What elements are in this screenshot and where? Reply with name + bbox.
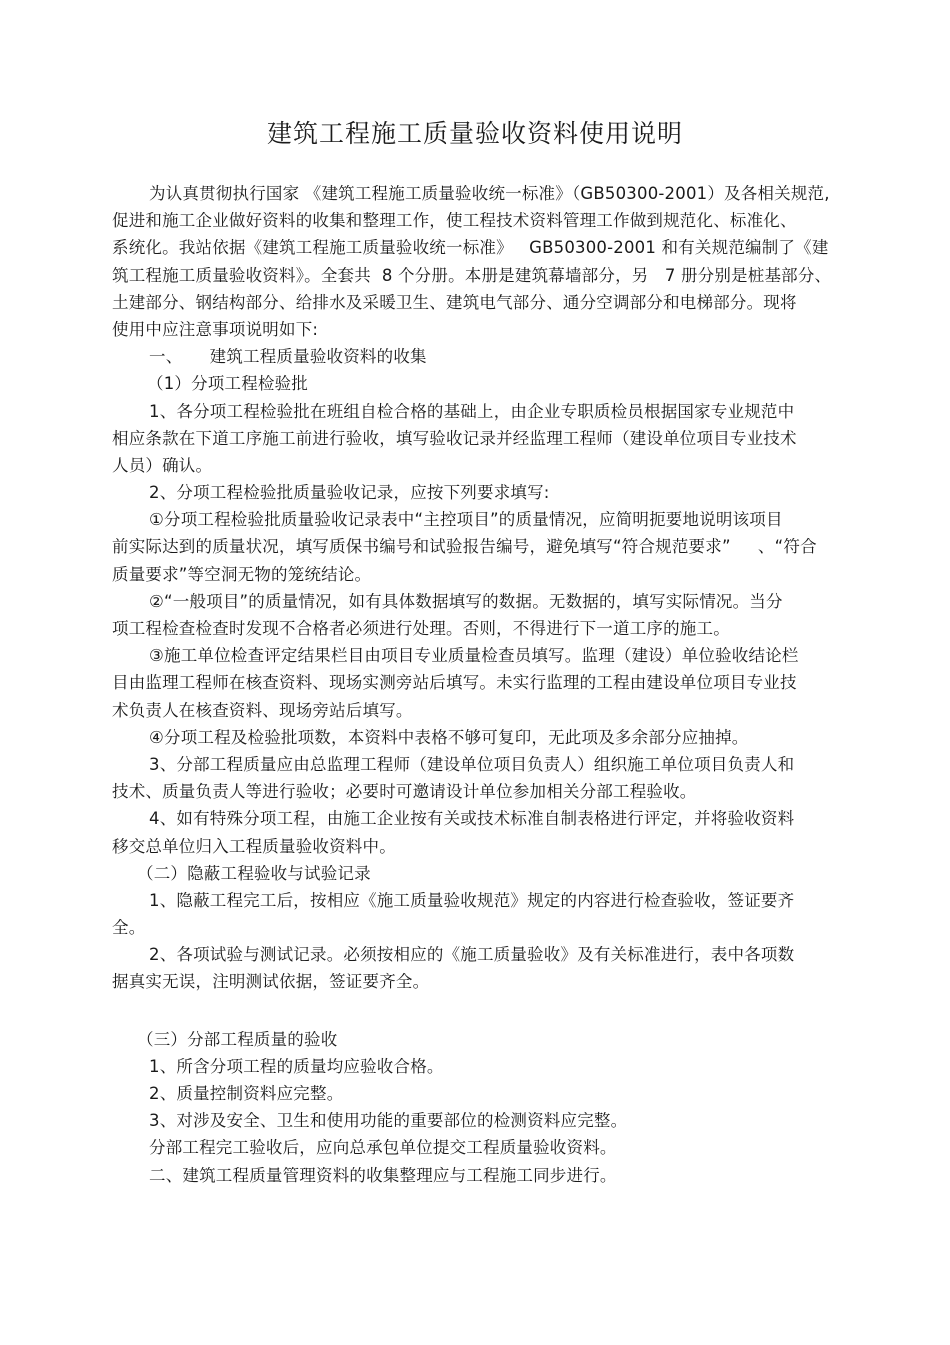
- list-item: 2、质量控制资料应完整。: [149, 1084, 344, 1103]
- paragraph-line: 分部工程完工验收后，应向总承包单位提交工程质量验收资料。: [149, 1138, 617, 1158]
- subsection-heading: （1）分项工程检验批: [147, 374, 308, 394]
- paragraph-line: ③施工单位检查评定结果栏目由项目专业质量检查员填写。监理（建设）单位验收结论栏: [149, 646, 799, 666]
- section-heading: 一、 建筑工程质量验收资料的收集: [149, 347, 427, 367]
- paragraph-gap: [112, 996, 882, 1026]
- paragraph-line: 使用中应注意事项说明如下:: [112, 319, 319, 339]
- paragraph-line: 前实际达到的质量状况，填写质保书编号和试验报告编号，避免填写“符合规范要求” 、“符合: [112, 537, 817, 557]
- paragraph-line: 目由监理工程师在核查资料、现场实测旁站后填写。未实行监理的工程由建设单位项目专业技: [112, 673, 797, 693]
- list-item: 3、对涉及安全、卫生和使用功能的重要部位的检测资料应完整。: [149, 1111, 628, 1131]
- list-item: 1、所含分项工程的质量均应验收合格。: [149, 1056, 444, 1076]
- paragraph-line: 据真实无误，注明测试依据，签证要齐全。: [112, 972, 430, 992]
- paragraph-line: 术负责人在核查资料、现场旁站后填写。: [112, 700, 413, 720]
- paragraph-line: 2、分项工程检验批质量验收记录，应按下列要求填写:: [149, 483, 550, 503]
- paragraph-line: 1、各分项工程检验批在班组自检合格的基础上，由企业专职质检员根据国家专业规范中: [149, 401, 795, 421]
- subsection-heading: （二）隐蔽工程验收与试验记录: [137, 863, 371, 883]
- paragraph-line: 相应条款在下道工序施工前进行验收，填写验收记录并经监理工程师（建设单位项目专业技术: [112, 428, 797, 448]
- paragraph-line: 3、分部工程质量应由总监理工程师（建设单位项目负责人）组织施工单位项目负责人和: [149, 754, 795, 774]
- paragraph-line: ④分项工程及检验批项数，本资料中表格不够可复印，无此项及多余部分应抽掉。: [149, 727, 749, 747]
- document-body: [112, 180, 882, 1189]
- paragraph-line: 促进和施工企业做好资料的收集和整理工作，使工程技术资料管理工作做到规范化、标准化、: [112, 211, 797, 231]
- paragraph-line: 系统化。我站依据《建筑工程施工质量验收统一标准》 GB50300-2001 和有关规范编制了《建: [112, 238, 829, 258]
- paragraph-line: 全。: [112, 918, 146, 938]
- paragraph-line: 质量要求”等空洞无物的笼统结论。: [112, 564, 372, 584]
- paragraph-line: 4、如有特殊分项工程，由施工企业按有关或技术标准自制表格进行评定，并将验收资料: [149, 809, 795, 829]
- paragraph-line: 筑工程施工质量验收资料》。全套共 8 个分册。本册是建筑幕墙部分，另 7 册分别是桩基部分、: [112, 265, 832, 285]
- paragraph-line: ①分项工程检验批质量验收记录表中“主控项目”的质量情况，应简明扼要地说明该项目: [149, 510, 783, 530]
- paragraph-line: 1、隐蔽工程完工后，按相应《施工质量验收规范》规定的内容进行检查验收，签证要齐: [149, 890, 795, 910]
- subsection-heading: （三）分部工程质量的验收: [137, 1029, 338, 1049]
- paragraph-line: 2、各项试验与测试记录。必须按相应的《施工质量验收》及有关标准进行，表中各项数: [149, 945, 795, 965]
- paragraph-line: 移交总单位归入工程质量验收资料中。: [112, 836, 396, 856]
- section-heading: 二、建筑工程质量管理资料的收集整理应与工程施工同步进行。: [149, 1165, 617, 1185]
- paragraph-line: 人员）确认。: [112, 455, 213, 475]
- paragraph-line: ②“一般项目”的质量情况，如有具体数据填写的数据。无数据的，填写实际情况。当分: [149, 591, 783, 611]
- paragraph-line: 项工程检查检查时发现不合格者必须进行处理。否则，不得进行下一道工序的施工。: [112, 619, 730, 638]
- paragraph-line: 技术、质量负责人等进行验收；必要时可邀请设计单位参加相关分部工程验收。: [112, 782, 697, 802]
- document-title: 建筑工程施工质量验收资料使用说明: [266, 119, 683, 148]
- paragraph-line: 为认真贯彻执行国家 《建筑工程施工质量验收统一标准》（GB50300-2001）及各相关规范,: [149, 184, 830, 203]
- paragraph-line: 土建部分、钢结构部分、给排水及采暖卫生、建筑电气部分、通分空调部分和电梯部分。现将: [112, 292, 797, 312]
